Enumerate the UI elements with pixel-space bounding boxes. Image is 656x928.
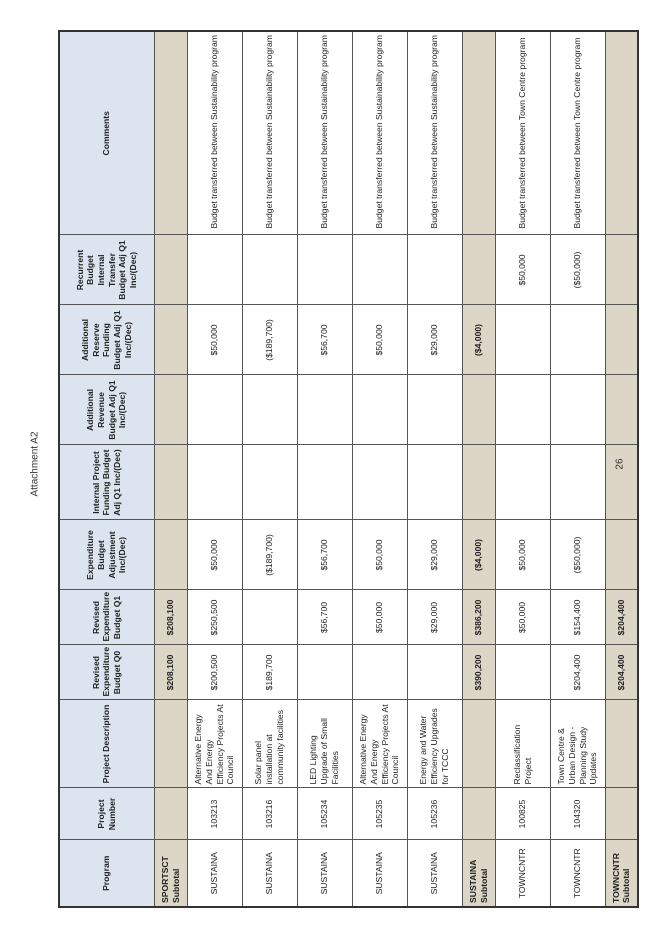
table-cell: [407, 445, 462, 520]
table-cell: 100825: [495, 788, 550, 840]
table-cell: [462, 700, 495, 788]
table-cell: $154,400: [550, 590, 605, 645]
table-cell: [297, 445, 352, 520]
table-cell: Alternative Energy And Energy Efficiency Projects At Council: [352, 700, 407, 788]
table-cell: 103216: [242, 788, 297, 840]
table-row: [495, 31, 550, 907]
table-cell: SUSTAINA: [242, 840, 297, 907]
table-cell: [550, 375, 605, 445]
header-row: [59, 31, 154, 907]
table-cell: [495, 375, 550, 445]
column-header: Revised Expenditure Budget Q1: [59, 590, 154, 645]
column-header: Revised Expenditure Budget Q0: [59, 645, 154, 700]
table-cell: $50,000: [187, 305, 242, 375]
table-cell: [605, 235, 638, 305]
table-cell: [605, 700, 638, 788]
table-cell: $50,000: [352, 305, 407, 375]
table-cell: Budget transferred between Sustainability program: [187, 31, 242, 235]
table-cell: [154, 235, 187, 305]
table-cell: ($189,700): [242, 520, 297, 590]
table-cell: $29,000: [407, 590, 462, 645]
column-header: Recurrent Budget Internal Transfer Budget Adj Q1 Inc/(Dec): [59, 235, 154, 305]
table-cell: [407, 645, 462, 700]
budget-adjustment-table: [58, 30, 639, 908]
table-cell: 105236: [407, 788, 462, 840]
table-row: [187, 31, 242, 907]
table-cell: Budget transferred between Sustainability program: [407, 31, 462, 235]
table-cell: [495, 445, 550, 520]
table-cell: [242, 590, 297, 645]
table-cell: Reclassification Project: [495, 700, 550, 788]
table-cell: [154, 520, 187, 590]
table-cell: $29,000: [407, 520, 462, 590]
table-cell: Alternative Energy And Energy Efficiency Projects At Council: [187, 700, 242, 788]
table-cell: [154, 31, 187, 235]
column-header: Additional Revenue Budget Adj Q1 Inc/(Dec): [59, 375, 154, 445]
table-cell: [297, 375, 352, 445]
table-cell: Budget transferred between Town Centre program: [495, 31, 550, 235]
table-cell: [154, 445, 187, 520]
table-cell: SUSTAINA: [407, 840, 462, 907]
attachment-label: Attachment A2: [29, 431, 41, 497]
table-cell: Budget transferred between Town Centre program: [550, 31, 605, 235]
table-cell: SUSTAINA: [187, 840, 242, 907]
table-cell: $250,500: [187, 590, 242, 645]
table-cell: $56,700: [297, 305, 352, 375]
table-cell: $50,000: [187, 520, 242, 590]
table-cell: [352, 645, 407, 700]
table-cell: [495, 305, 550, 375]
table-cell: [605, 31, 638, 235]
table-cell: ($50,000): [550, 235, 605, 305]
table-cell: [242, 445, 297, 520]
table-cell: Town Centre & Urban Design - Planning Study Updates: [550, 700, 605, 788]
table-row: [297, 31, 352, 907]
table-cell: $50,000: [352, 590, 407, 645]
table-cell: 104320: [550, 788, 605, 840]
table-cell: [154, 700, 187, 788]
table-row: [242, 31, 297, 907]
subtotal-row: [462, 31, 495, 907]
table-cell: $390,200: [462, 645, 495, 700]
table-cell: Energy and Water Efficiency Upgrades for TCCC: [407, 700, 462, 788]
table-cell: 105234: [297, 788, 352, 840]
table-cell: [605, 788, 638, 840]
table-cell: [407, 375, 462, 445]
column-header: Project Number: [59, 788, 154, 840]
column-header: Internal Project Funding Budget Adj Q1 Inc/(Dec): [59, 445, 154, 520]
table-cell: LED Lighting Upgrade of Small Facilities: [297, 700, 352, 788]
table-cell: $204,400: [550, 645, 605, 700]
subtotal-row: [154, 31, 187, 907]
table-cell: $29,000: [407, 305, 462, 375]
table-cell: [187, 375, 242, 445]
table-cell: [462, 31, 495, 235]
table-cell: TOWNCNTR Subtotal: [605, 840, 638, 907]
table-cell: [352, 235, 407, 305]
table-cell: $56,700: [297, 520, 352, 590]
table-cell: [462, 375, 495, 445]
table-cell: [462, 235, 495, 305]
table-cell: [462, 445, 495, 520]
table-cell: [605, 305, 638, 375]
page-number: 26: [614, 458, 626, 470]
table-cell: $50,000: [352, 520, 407, 590]
table-cell: [605, 520, 638, 590]
table-cell: [605, 375, 638, 445]
column-header: Program: [59, 840, 154, 907]
table-cell: [352, 375, 407, 445]
table-cell: SUSTAINA Subtotal: [462, 840, 495, 907]
table-cell: $50,000: [495, 235, 550, 305]
column-header: Additional Reserve Funding Budget Adj Q1 Inc/(Dec): [59, 305, 154, 375]
table-cell: [297, 645, 352, 700]
table-cell: TOWNCNTR: [495, 840, 550, 907]
table-body: [154, 31, 638, 907]
table-cell: Solar panel installation at community facilities: [242, 700, 297, 788]
table-cell: [187, 445, 242, 520]
table-cell: ($189,700): [242, 305, 297, 375]
table-cell: [154, 788, 187, 840]
table-cell: Budget transferred between Sustainability program: [297, 31, 352, 235]
table-cell: $208,100: [154, 590, 187, 645]
table-cell: SUSTAINA: [297, 840, 352, 907]
table-cell: $386,200: [462, 590, 495, 645]
table-cell: [550, 305, 605, 375]
table-cell: $50,000: [495, 590, 550, 645]
table-cell: $189,700: [242, 645, 297, 700]
table-cell: 103213: [187, 788, 242, 840]
table-cell: $200,500: [187, 645, 242, 700]
column-header: Expenditure Budget Adjustment Inc/(Dec): [59, 520, 154, 590]
table-row: [550, 31, 605, 907]
column-header: Comments: [59, 31, 154, 235]
table-cell: $50,000: [495, 520, 550, 590]
table-cell: [154, 375, 187, 445]
table-cell: [242, 235, 297, 305]
table-cell: $208,100: [154, 645, 187, 700]
table-cell: $204,400: [605, 590, 638, 645]
table-cell: [407, 235, 462, 305]
table-cell: 105235: [352, 788, 407, 840]
table-row: [407, 31, 462, 907]
table-cell: [297, 235, 352, 305]
table-cell: SPORTSCT Subtotal: [154, 840, 187, 907]
table-cell: SUSTAINA: [352, 840, 407, 907]
table-cell: TOWNCNTR: [550, 840, 605, 907]
table-cell: [154, 305, 187, 375]
table-cell: [462, 788, 495, 840]
table-row: [352, 31, 407, 907]
table-cell: ($4,000): [462, 520, 495, 590]
table-cell: [605, 445, 638, 520]
table-cell: [187, 235, 242, 305]
table-cell: $204,400: [605, 645, 638, 700]
table-cell: $56,700: [297, 590, 352, 645]
table-cell: ($4,000): [462, 305, 495, 375]
table-cell: Budget transferred between Sustainability program: [242, 31, 297, 235]
column-header: Project Description: [59, 700, 154, 788]
table-cell: ($50,000): [550, 520, 605, 590]
table-cell: Budget transferred between Sustainability program: [352, 31, 407, 235]
table-cell: [550, 445, 605, 520]
table-cell: [495, 645, 550, 700]
table-cell: [352, 445, 407, 520]
table-cell: [242, 375, 297, 445]
